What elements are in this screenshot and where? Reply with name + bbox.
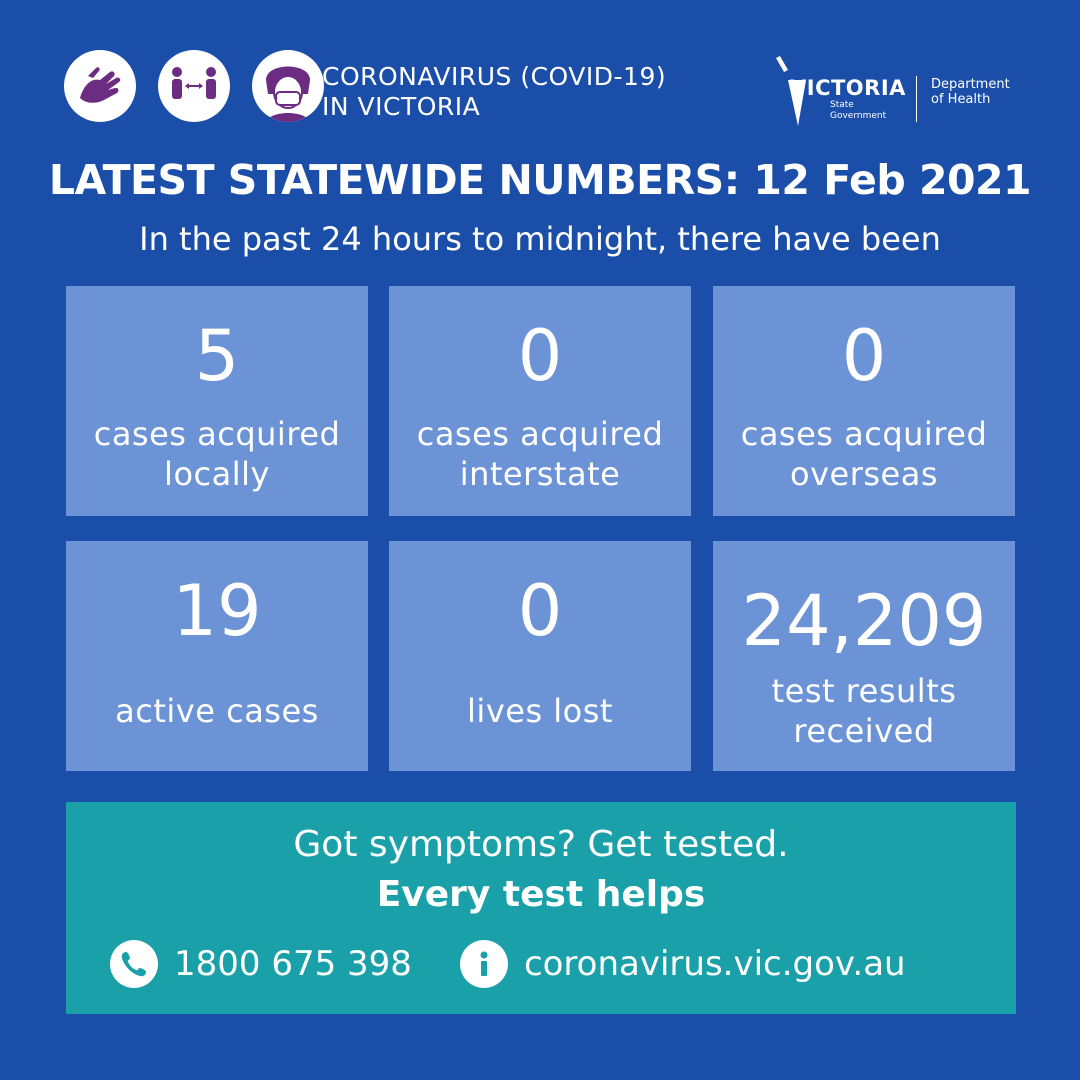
stat-label-line1: cases acquired	[416, 415, 664, 453]
stat-value: 19	[172, 570, 262, 652]
stat-label-line1: cases acquired	[93, 415, 341, 453]
stat-label	[389, 414, 691, 494]
stat-label-line1: lives lost	[467, 692, 613, 730]
of-health-text: of Health	[931, 92, 991, 107]
government-text: Government	[830, 111, 887, 121]
stat-label	[66, 691, 368, 731]
logo-divider	[916, 76, 917, 122]
victoria-government-logo	[776, 56, 1026, 128]
stat-value: 0	[517, 570, 563, 652]
info-icon	[460, 940, 508, 988]
stat-label-line2: locally	[164, 455, 270, 493]
stat-label-line2: interstate	[459, 455, 621, 493]
stat-label	[713, 414, 1015, 494]
cta-every-test-helps: Every test helps	[376, 874, 706, 915]
stat-card-overseas-cases	[713, 286, 1015, 516]
department-of-health-text	[931, 77, 1010, 107]
stat-label-line1: cases acquired	[740, 415, 988, 453]
stat-label-line1: test results	[771, 672, 957, 710]
stat-value: 0	[841, 315, 887, 397]
header-title-line1: CORONAVIRUS (COVID-19)	[322, 62, 667, 91]
social-distance-icon	[158, 50, 230, 122]
phone-icon	[110, 940, 158, 988]
stat-label-line2: received	[793, 712, 935, 750]
face-mask-icon	[252, 50, 324, 122]
phone-number-link[interactable]: 1800 675 398	[174, 944, 412, 984]
contact-row	[110, 940, 906, 988]
stat-value: 24,209	[741, 580, 987, 662]
stat-value: 5	[194, 315, 240, 397]
stat-label-line1: active cases	[115, 692, 319, 730]
stat-value: 0	[517, 315, 563, 397]
header-title-line2: IN VICTORIA	[322, 92, 481, 121]
website-link[interactable]: coronavirus.vic.gov.au	[523, 944, 906, 984]
victoria-wordmark: VICTORIA	[790, 76, 906, 100]
cta-symptoms-text: Got symptoms? Get tested.	[293, 824, 789, 865]
stat-card-lives-lost	[389, 541, 691, 771]
header-title	[322, 62, 666, 122]
main-heading: LATEST STATEWIDE NUMBERS: 12 Feb 2021	[48, 156, 1032, 204]
stat-card-local-cases	[66, 286, 368, 516]
stat-label	[66, 414, 368, 494]
department-text: Department	[931, 77, 1010, 92]
sub-heading: In the past 24 hours to midnight, there have been	[139, 220, 941, 258]
stat-label-line2: overseas	[790, 455, 938, 493]
stat-card-interstate-cases	[389, 286, 691, 516]
stat-card-test-results	[713, 541, 1015, 771]
stat-label	[713, 671, 1015, 751]
get-tested-banner	[66, 802, 1016, 1014]
state-text: State	[830, 100, 854, 110]
state-government-text	[830, 100, 886, 122]
stat-card-active-cases	[66, 541, 368, 771]
stat-label	[389, 691, 691, 731]
header-icons	[64, 50, 324, 122]
hand-wash-icon	[64, 50, 136, 122]
